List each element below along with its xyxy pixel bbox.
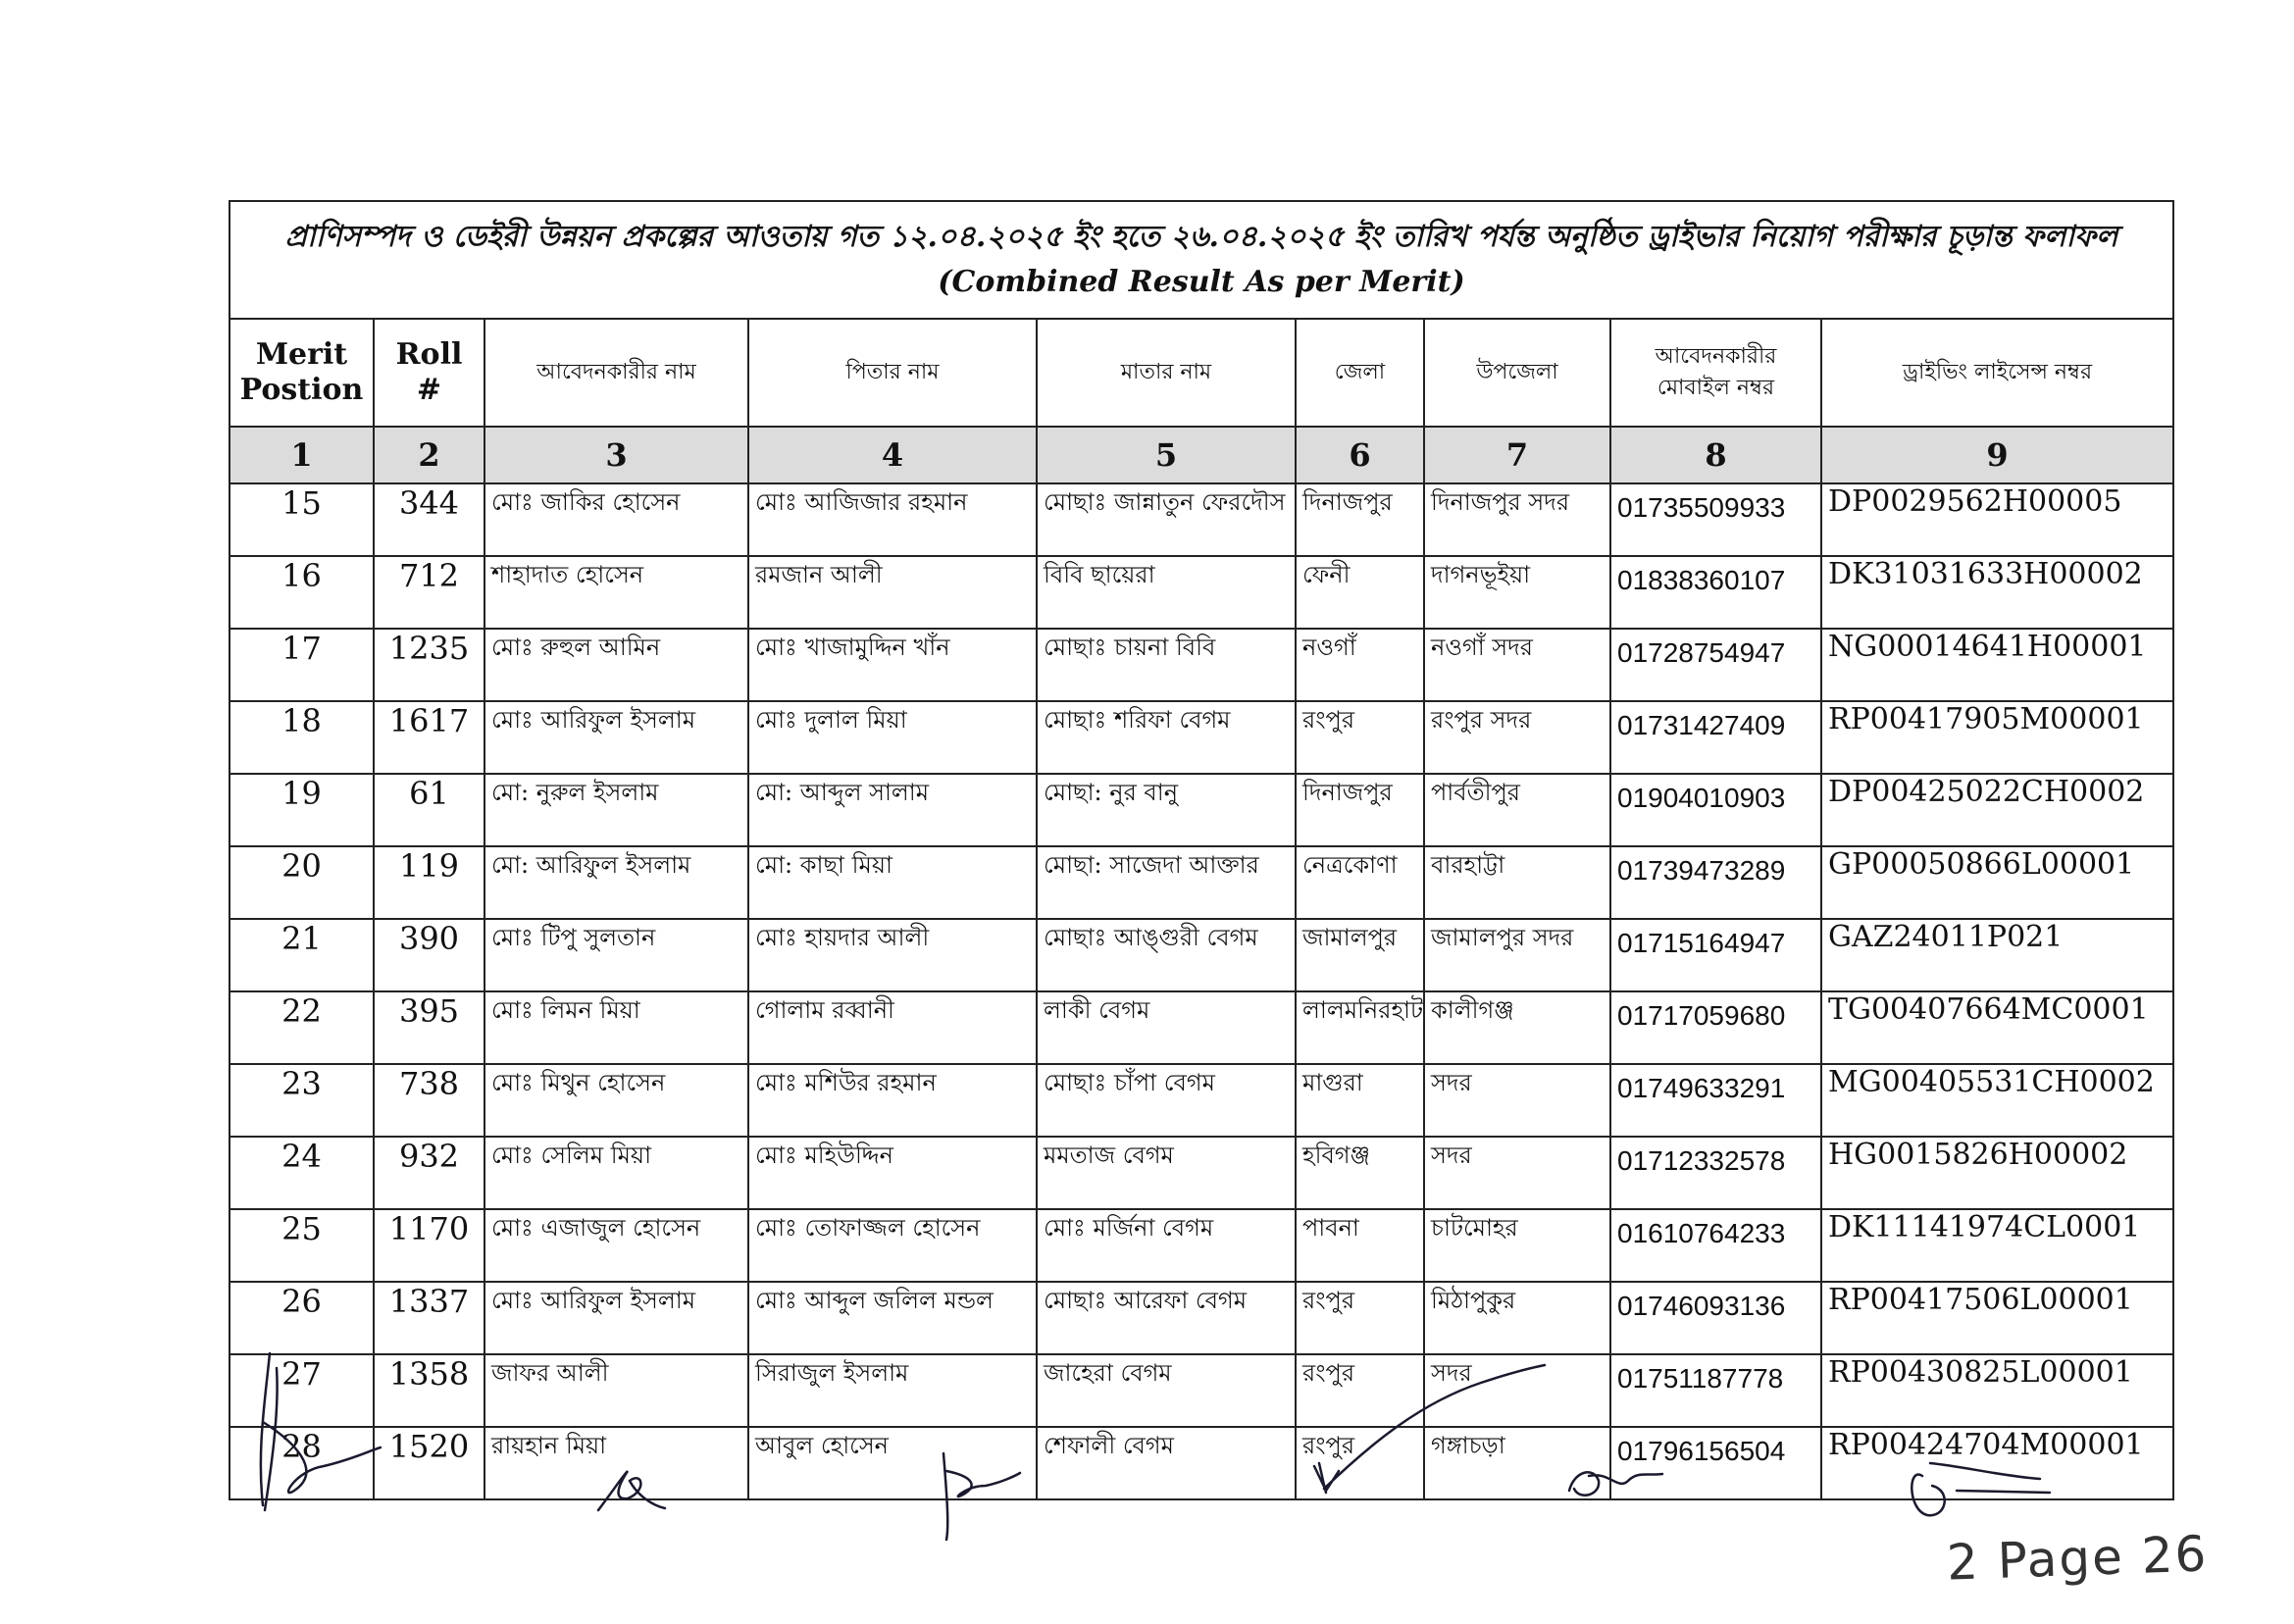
applicant-name-cell: মোঃ টিপু সুলতান <box>484 919 748 991</box>
merit-position-cell: 16 <box>229 556 374 629</box>
column-number-3: 3 <box>484 427 748 483</box>
applicant-name-cell: মোঃ রুহুল আমিন <box>484 629 748 701</box>
upazila-cell: মিঠাপুকুর <box>1424 1282 1610 1354</box>
license-number-cell: RP00430825L00001 <box>1821 1354 2173 1427</box>
table-row <box>229 556 2173 629</box>
father-name-cell: গোলাম রব্বানী <box>748 991 1037 1064</box>
mother-name-cell: জাহেরা বেগম <box>1037 1354 1296 1427</box>
column-number-8: 8 <box>1610 427 1821 483</box>
column-header-2: Roll # <box>374 319 484 427</box>
license-number-cell: DK31031633H00002 <box>1821 556 2173 629</box>
upazila-cell: বারহাট্টা <box>1424 846 1610 919</box>
table-row <box>229 1354 2173 1427</box>
merit-position-cell: 28 <box>229 1427 374 1499</box>
mother-name-cell: মোছাঃ আরেফা বেগম <box>1037 1282 1296 1354</box>
district-cell: নওগাঁ <box>1296 629 1424 701</box>
column-header-4: পিতার নাম <box>748 319 1037 427</box>
district-cell: রংপুর <box>1296 1427 1424 1499</box>
applicant-name-cell: মোঃ আরিফুল ইসলাম <box>484 701 748 774</box>
table-row <box>229 1282 2173 1354</box>
merit-position-cell: 18 <box>229 701 374 774</box>
merit-result-table <box>229 200 2174 1500</box>
roll-number-cell: 119 <box>374 846 484 919</box>
merit-position-cell: 20 <box>229 846 374 919</box>
table-row <box>229 919 2173 991</box>
mobile-number-cell: 01735509933 <box>1610 483 1821 556</box>
mobile-number-cell: 01610764233 <box>1610 1209 1821 1282</box>
mother-name-cell: মমতাজ বেগম <box>1037 1137 1296 1209</box>
roll-number-cell: 1337 <box>374 1282 484 1354</box>
father-name-cell: মোঃ আজিজার রহমান <box>748 483 1037 556</box>
table-row <box>229 1209 2173 1282</box>
column-number-6: 6 <box>1296 427 1424 483</box>
district-cell: দিনাজপুর <box>1296 774 1424 846</box>
document-title: প্রাণিসম্পদ ও ডেইরী উন্নয়ন প্রকল্পের আওতায় গত ১২.০৪.২০২৫ ইং হতে ২৬.০৪.২০২৫ ইং তারিখ পর্যন্ত অনুষ্ঠিত ড্রাইভার নিয়োগ পরীক্ষার চূড়ান্ত ফলাফল (Combined Result As per Merit) <box>229 201 2173 319</box>
mother-name-cell: মোছা: নুর বানু <box>1037 774 1296 846</box>
mother-name-cell: লাকী বেগম <box>1037 991 1296 1064</box>
mother-name-cell: বিবি ছায়েরা <box>1037 556 1296 629</box>
district-cell: পাবনা <box>1296 1209 1424 1282</box>
upazila-cell: চাটমোহর <box>1424 1209 1610 1282</box>
applicant-name-cell: মোঃ মিথুন হোসেন <box>484 1064 748 1137</box>
father-name-cell: মোঃ তোফাজ্জল হোসেন <box>748 1209 1037 1282</box>
father-name-cell: রমজান আলী <box>748 556 1037 629</box>
district-cell: হবিগঞ্জ <box>1296 1137 1424 1209</box>
district-cell: জামালপুর <box>1296 919 1424 991</box>
license-number-cell: GP00050866L00001 <box>1821 846 2173 919</box>
father-name-cell: মোঃ মশিউর রহমান <box>748 1064 1037 1137</box>
mobile-number-cell: 01731427409 <box>1610 701 1821 774</box>
father-name-cell: মোঃ মহিউদ্দিন <box>748 1137 1037 1209</box>
column-number-1: 1 <box>229 427 374 483</box>
applicant-name-cell: মো: আরিফুল ইসলাম <box>484 846 748 919</box>
table-row <box>229 483 2173 556</box>
column-header-7: উপজেলা <box>1424 319 1610 427</box>
merit-position-cell: 24 <box>229 1137 374 1209</box>
father-name-cell: মোঃ হায়দার আলী <box>748 919 1037 991</box>
mother-name-cell: মোছাঃ শরিফা বেগম <box>1037 701 1296 774</box>
mobile-number-cell: 01751187778 <box>1610 1354 1821 1427</box>
roll-number-cell: 1235 <box>374 629 484 701</box>
column-header-6: জেলা <box>1296 319 1424 427</box>
column-header-9: ড্রাইভিং লাইসেন্স নম্বর <box>1821 319 2173 427</box>
mother-name-cell: মোছাঃ জান্নাতুন ফেরদৌস <box>1037 483 1296 556</box>
roll-number-cell: 61 <box>374 774 484 846</box>
table-row <box>229 774 2173 846</box>
roll-number-cell: 1358 <box>374 1354 484 1427</box>
handwritten-page-note: 2 Page 26 <box>1946 1525 2210 1592</box>
column-number-5: 5 <box>1037 427 1296 483</box>
roll-number-cell: 395 <box>374 991 484 1064</box>
license-number-cell: RP00417905M00001 <box>1821 701 2173 774</box>
upazila-cell: সদর <box>1424 1064 1610 1137</box>
district-cell: নেত্রকোণা <box>1296 846 1424 919</box>
applicant-name-cell: মোঃ আরিফুল ইসলাম <box>484 1282 748 1354</box>
header-row <box>229 319 2173 427</box>
column-number-4: 4 <box>748 427 1037 483</box>
column-number-9: 9 <box>1821 427 2173 483</box>
district-cell: মাগুরা <box>1296 1064 1424 1137</box>
father-name-cell: মো: আব্দুল সালাম <box>748 774 1037 846</box>
table-row <box>229 1064 2173 1137</box>
upazila-cell: নওগাঁ সদর <box>1424 629 1610 701</box>
mobile-number-cell: 01728754947 <box>1610 629 1821 701</box>
mobile-number-cell: 01712332578 <box>1610 1137 1821 1209</box>
column-number-7: 7 <box>1424 427 1610 483</box>
roll-number-cell: 1520 <box>374 1427 484 1499</box>
mobile-number-cell: 01904010903 <box>1610 774 1821 846</box>
license-number-cell: DK11141974CL0001 <box>1821 1209 2173 1282</box>
merit-position-cell: 17 <box>229 629 374 701</box>
mobile-number-cell: 01796156504 <box>1610 1427 1821 1499</box>
upazila-cell: জামালপুর সদর <box>1424 919 1610 991</box>
mother-name-cell: মোঃ মর্জিনা বেগম <box>1037 1209 1296 1282</box>
district-cell: লালমনিরহাট <box>1296 991 1424 1064</box>
column-header-8: আবেদনকারীর মোবাইল নম্বর <box>1610 319 1821 427</box>
mobile-number-cell: 01715164947 <box>1610 919 1821 991</box>
table-row <box>229 629 2173 701</box>
license-number-cell: DP0029562H00005 <box>1821 483 2173 556</box>
license-number-cell: HG0015826H00002 <box>1821 1137 2173 1209</box>
column-header-3: আবেদনকারীর নাম <box>484 319 748 427</box>
merit-position-cell: 22 <box>229 991 374 1064</box>
table-row <box>229 1427 2173 1499</box>
merit-position-cell: 21 <box>229 919 374 991</box>
column-header-5: মাতার নাম <box>1037 319 1296 427</box>
mobile-number-cell: 01838360107 <box>1610 556 1821 629</box>
roll-number-cell: 712 <box>374 556 484 629</box>
mobile-number-cell: 01717059680 <box>1610 991 1821 1064</box>
license-number-cell: RP00424704M00001 <box>1821 1427 2173 1499</box>
table-row <box>229 701 2173 774</box>
mother-name-cell: শেফালী বেগম <box>1037 1427 1296 1499</box>
father-name-cell: মোঃ খাজামুদ্দিন খাঁন <box>748 629 1037 701</box>
district-cell: দিনাজপুর <box>1296 483 1424 556</box>
upazila-cell: সদর <box>1424 1354 1610 1427</box>
license-number-cell: TG00407664MC0001 <box>1821 991 2173 1064</box>
mobile-number-cell: 01746093136 <box>1610 1282 1821 1354</box>
mother-name-cell: মোছাঃ আঙ্গুরী বেগম <box>1037 919 1296 991</box>
father-name-cell: মো: কাছা মিয়া <box>748 846 1037 919</box>
upazila-cell: পার্বতীপুর <box>1424 774 1610 846</box>
applicant-name-cell: মোঃ এজাজুল হোসেন <box>484 1209 748 1282</box>
roll-number-cell: 1170 <box>374 1209 484 1282</box>
roll-number-cell: 1617 <box>374 701 484 774</box>
mobile-number-cell: 01739473289 <box>1610 846 1821 919</box>
applicant-name-cell: শাহাদাত হোসেন <box>484 556 748 629</box>
mother-name-cell: মোছা: সাজেদা আক্তার <box>1037 846 1296 919</box>
district-cell: রংপুর <box>1296 701 1424 774</box>
license-number-cell: DP00425022CH0002 <box>1821 774 2173 846</box>
father-name-cell: সিরাজুল ইসলাম <box>748 1354 1037 1427</box>
merit-position-cell: 23 <box>229 1064 374 1137</box>
district-cell: রংপুর <box>1296 1354 1424 1427</box>
upazila-cell: কালীগঞ্জ <box>1424 991 1610 1064</box>
upazila-cell: দিনাজপুর সদর <box>1424 483 1610 556</box>
roll-number-cell: 738 <box>374 1064 484 1137</box>
mother-name-cell: মোছাঃ চায়না বিবি <box>1037 629 1296 701</box>
merit-position-cell: 25 <box>229 1209 374 1282</box>
roll-number-cell: 344 <box>374 483 484 556</box>
upazila-cell: রংপুর সদর <box>1424 701 1610 774</box>
upazila-cell: গঙ্গাচড়া <box>1424 1427 1610 1499</box>
applicant-name-cell: মো: নুরুল ইসলাম <box>484 774 748 846</box>
applicant-name-cell: রায়হান মিয়া <box>484 1427 748 1499</box>
roll-number-cell: 932 <box>374 1137 484 1209</box>
upazila-cell: দাগনভূইয়া <box>1424 556 1610 629</box>
column-number-2: 2 <box>374 427 484 483</box>
applicant-name-cell: মোঃ সেলিম মিয়া <box>484 1137 748 1209</box>
license-number-cell: RP00417506L00001 <box>1821 1282 2173 1354</box>
applicant-name-cell: মোঃ জাকির হোসেন <box>484 483 748 556</box>
merit-position-cell: 26 <box>229 1282 374 1354</box>
table-row <box>229 846 2173 919</box>
district-cell: ফেনী <box>1296 556 1424 629</box>
result-sheet <box>229 200 2172 1500</box>
license-number-cell: GAZ24011P021 <box>1821 919 2173 991</box>
merit-position-cell: 15 <box>229 483 374 556</box>
table-row <box>229 1137 2173 1209</box>
merit-position-cell: 27 <box>229 1354 374 1427</box>
district-cell: রংপুর <box>1296 1282 1424 1354</box>
merit-position-cell: 19 <box>229 774 374 846</box>
table-body <box>229 483 2173 1499</box>
upazila-cell: সদর <box>1424 1137 1610 1209</box>
father-name-cell: মোঃ দুলাল মিয়া <box>748 701 1037 774</box>
mobile-number-cell: 01749633291 <box>1610 1064 1821 1137</box>
license-number-cell: MG00405531CH0002 <box>1821 1064 2173 1137</box>
license-number-cell: NG00014641H00001 <box>1821 629 2173 701</box>
applicant-name-cell: মোঃ লিমন মিয়া <box>484 991 748 1064</box>
applicant-name-cell: জাফর আলী <box>484 1354 748 1427</box>
father-name-cell: মোঃ আব্দুল জলিল মন্ডল <box>748 1282 1037 1354</box>
roll-number-cell: 390 <box>374 919 484 991</box>
mother-name-cell: মোছাঃ চাঁপা বেগম <box>1037 1064 1296 1137</box>
column-header-1: Merit Postion <box>229 319 374 427</box>
father-name-cell: আবুল হোসেন <box>748 1427 1037 1499</box>
column-number-row <box>229 427 2173 483</box>
table-row <box>229 991 2173 1064</box>
